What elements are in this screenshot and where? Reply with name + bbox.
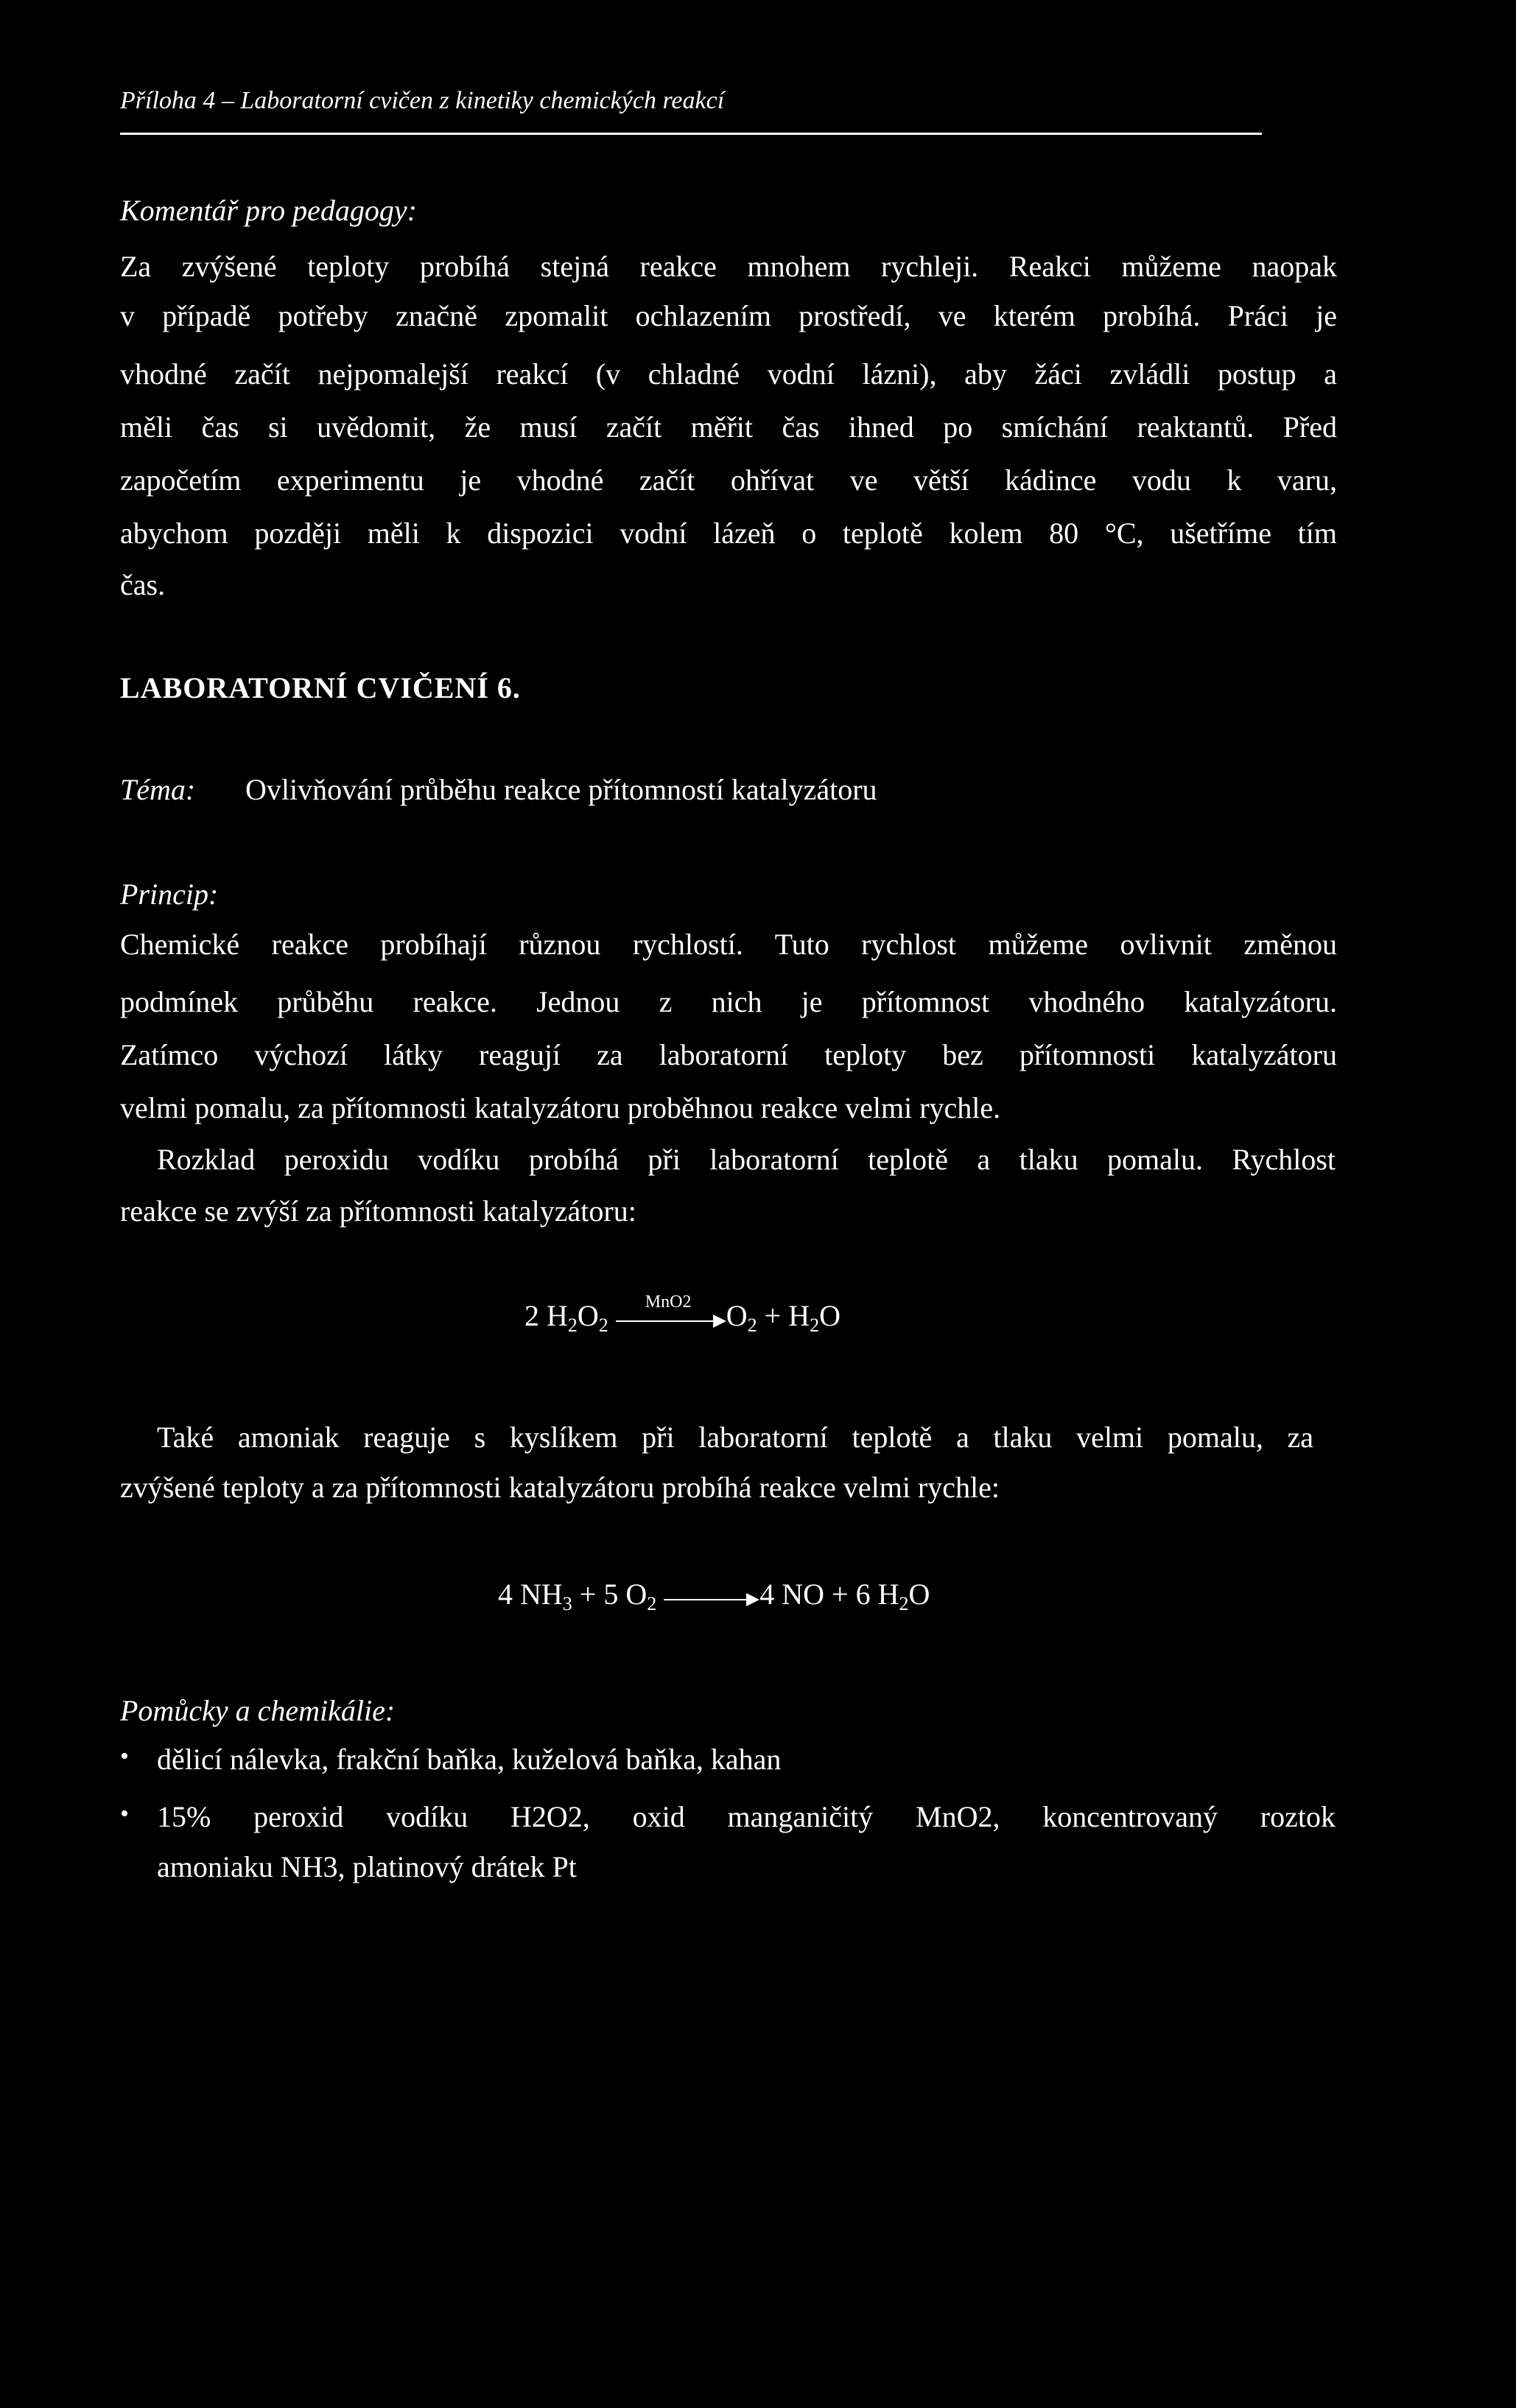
bullet-2: •: [120, 1800, 129, 1827]
materials-item-1: dělicí nálevka, frakční baňka, kuželová baňka, kahan: [157, 1743, 782, 1776]
principle-line-2: podmínek průběhu reakce. Jednou z nich je přítomnost vhodného katalyzátoru.: [120, 985, 1337, 1018]
ammonia-line-2: zvýšené teploty a za přítomnosti katalyzátoru probíhá reakce velmi rychle:: [120, 1471, 1000, 1504]
theme-text: Ovlivňování průběhu reakce přítomností katalyzátoru: [245, 773, 877, 806]
eq1-left-h: H: [547, 1299, 568, 1332]
comment-label: Komentář pro pedagogy:: [120, 194, 417, 227]
eq1-right-sub2: 2: [810, 1315, 820, 1336]
eq2-b-coef: 5: [603, 1578, 619, 1611]
eq2-plus2: +: [832, 1578, 849, 1611]
materials-item-2-line-1: 15% peroxid vodíku H2O2, oxid manganičitý MnO2, koncentrovaný roztok: [157, 1800, 1336, 1833]
comment-line-3: vhodné začít nejpomalejší reakcí (v chladné vodní lázni), aby žáci zvládli postup a: [120, 357, 1337, 391]
arrow-head: [746, 1593, 759, 1606]
arrow-shaft: [616, 1320, 716, 1322]
comment-line-7: čas.: [120, 568, 166, 601]
exercise-heading: LABORATORNÍ CVIČENÍ 6.: [120, 671, 521, 704]
principle-line-1: Chemické reakce probíhají různou rychlostí. Tuto rychlost můžeme ovlivnit změnou: [120, 928, 1337, 961]
principle-line-6: reakce se zvýší za přítomnosti katalyzátoru:: [120, 1194, 636, 1228]
eq2-b: O: [625, 1578, 648, 1611]
eq2-d-end: O: [908, 1578, 930, 1611]
header-rule: [120, 133, 1262, 135]
eq1-left-o: O: [577, 1299, 599, 1332]
eq1-right-sub1: 2: [747, 1315, 757, 1336]
eq1-plus: +: [764, 1299, 782, 1332]
arrow-head: [713, 1315, 726, 1328]
eq2-c-coef: 4: [759, 1578, 775, 1611]
eq1-right-o2: O: [819, 1299, 841, 1332]
bullet-1: •: [120, 1743, 129, 1770]
materials-item-2-line-2: amoniaku NH3, platinový drátek Pt: [157, 1850, 577, 1883]
eq1-left-sub1: 2: [567, 1315, 578, 1336]
eq2-a-sub: 3: [562, 1593, 572, 1614]
eq2-d-sub: 2: [899, 1593, 909, 1614]
eq2-b-sub: 2: [647, 1593, 657, 1614]
reaction-arrow-catalyzed: [616, 1292, 726, 1334]
eq2-a: NH: [520, 1578, 563, 1611]
page-header: Příloha 4 – Laboratorní cvičen z kinetiky chemických reakcí: [120, 87, 725, 114]
equation-ammonia: [498, 1577, 930, 1615]
equation-peroxide: [524, 1292, 841, 1337]
eq2-plus1: +: [579, 1578, 597, 1611]
eq1-right-o: O: [726, 1299, 748, 1332]
reaction-arrow: [664, 1583, 759, 1612]
principle-line-3: Zatímco výchozí látky reagují za laboratorní teploty bez přítomnosti katalyzátoru: [120, 1038, 1337, 1071]
principle-line-4: velmi pomalu, za přítomnosti katalyzátoru proběhnou reakce velmi rychle.: [120, 1091, 1001, 1124]
comment-line-2: v případě potřeby značně zpomalit ochlazením prostředí, ve kterém probíhá. Práci je: [120, 299, 1337, 332]
eq2-d-coef: 6: [855, 1578, 871, 1611]
eq1-right-h: H: [788, 1299, 810, 1332]
arrow-shaft: [664, 1599, 749, 1600]
eq2-a-coef: 4: [498, 1578, 513, 1611]
eq2-d: H: [877, 1578, 899, 1611]
comment-line-1: Za zvýšené teploty probíhá stejná reakce mnohem rychleji. Reakci můžeme naopak: [120, 250, 1337, 283]
principle-label: Princip:: [120, 878, 219, 911]
comment-line-4: měli čas si uvědomit, že musí začít měřit čas ihned po smíchání reaktantů. Před: [120, 410, 1337, 444]
eq1-catalyst: MnO2: [645, 1292, 692, 1312]
comment-line-5: započetím experimentu je vhodné začít ohřívat ve větší kádince vodu k varu,: [120, 463, 1337, 497]
ammonia-line-1: Také amoniak reaguje s kyslíkem při laboratorní teplotě a tlaku velmi pomalu, za: [157, 1421, 1313, 1454]
theme-label: Téma:: [120, 773, 196, 806]
materials-label: Pomůcky a chemikálie:: [120, 1694, 396, 1727]
principle-line-5: Rozklad peroxidu vodíku probíhá při laboratorní teplotě a tlaku pomalu. Rychlost: [157, 1143, 1336, 1176]
comment-line-6: abychom později měli k dispozici vodní lázeň o teplotě kolem 80 °C, ušetříme tím: [120, 517, 1337, 550]
eq1-left-coef: 2: [524, 1299, 539, 1332]
eq2-c: NO: [782, 1578, 825, 1611]
eq1-left-sub2: 2: [598, 1315, 608, 1336]
